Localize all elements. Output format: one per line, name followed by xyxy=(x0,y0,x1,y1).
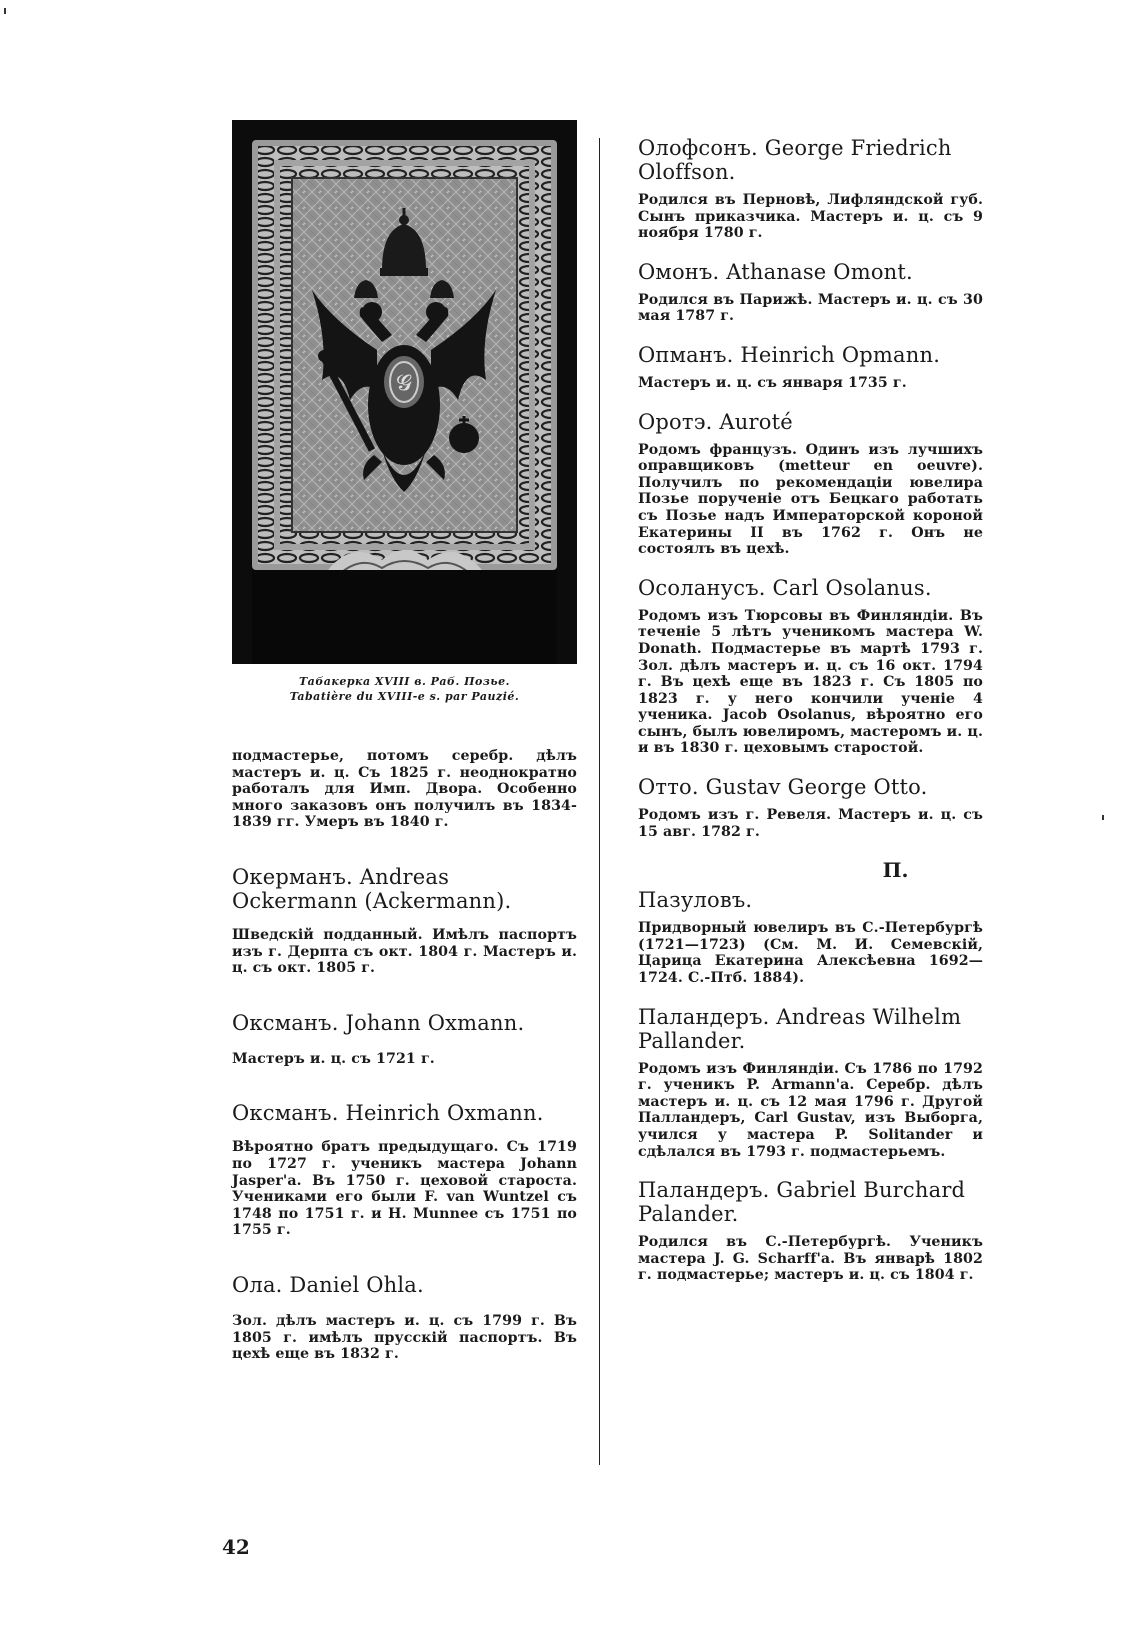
entry-text: Родомъ изъ Тюрсовы въ Финляндіи. Въ теченіе 5 лѣтъ ученикомъ мастера W. Donath. Подмастерье въ мартѣ 1793 г. Зол. дѣлъ мастеръ и. ц. съ 16 окт. 1794 г. Въ цехѣ еще въ 1823 г. Съ 1805 по 1823 г. у него кончили ученіе 4 ученика. Jacob Osolanus, вѣроятно его сынъ, былъ ювелиромъ, мастеромъ и. ц. и въ 1830 г. цеховымъ старостой. xyxy=(638,607,983,757)
entry xyxy=(638,1005,983,1161)
entry-heading: Отто. Gustav George Otto. xyxy=(638,775,928,800)
entry xyxy=(638,1178,983,1284)
entry xyxy=(638,775,983,840)
figure-caption xyxy=(232,674,577,704)
entry-heading: Ола. Daniel Ohla. xyxy=(232,1272,424,1297)
right-column xyxy=(638,136,983,1302)
section-letter: П. xyxy=(882,858,909,883)
scan-speck xyxy=(4,8,6,14)
entry-text: Родомъ изъ г. Ревеля. Мастеръ и. ц. съ 15 авг. 1782 г. xyxy=(638,807,983,840)
entry-text: Родился въ Перновѣ, Лифляндской губ. Сынъ приказчика. Мастеръ и. ц. съ 9 ноября 1780 г. xyxy=(638,192,983,242)
entry xyxy=(638,576,983,757)
entry xyxy=(638,260,983,325)
svg-text:𝓖: 𝓖 xyxy=(396,371,412,396)
entry-text: Мастеръ и. ц. съ 1721 г. xyxy=(232,1050,435,1067)
entry xyxy=(232,865,577,977)
entry-text: Родился въ Парижѣ. Мастеръ и. ц. съ 30 мая 1787 г. xyxy=(638,291,983,325)
entry xyxy=(232,1273,577,1363)
entry-heading: Оксманъ. Heinrich Oxmann. xyxy=(232,1101,544,1126)
caption-french: Tabatière du XVIII-e s. par Pauzié. xyxy=(289,690,520,703)
entry-text: Мастеръ и. ц. съ января 1735 г. xyxy=(638,374,907,391)
entry-heading: Паландеръ. Gabriel Burchard Palander. xyxy=(638,1178,966,1227)
entry xyxy=(638,136,983,242)
entry-text: Родомъ французъ. Одинъ изъ лучшихъ оправщиковъ (metteur en oeuvre). Получилъ по рекомендаціи ювелира Позье порученіе отъ Бецкаго работать съ Позье надъ Императорской короной Екатерины II въ 1762 г. Онъ не состоялъ въ цехѣ. xyxy=(638,441,983,558)
entry xyxy=(638,410,983,558)
entry-heading: Олофсонъ. George Friedrich Oloffson. xyxy=(638,136,952,184)
entry-heading: Омонъ. Athanase Omont. xyxy=(638,259,913,284)
entry-text: Родомъ изъ Финляндіи. Съ 1786 по 1792 г. ученикъ P. Armann'а. Серебр. дѣлъ мастеръ и. ц. съ 12 мая 1796 г. Другой Паллaндеръ, Carl Gustav, изъ Выборга, учился у мастера P. Solitander и сдѣлался въ 1793 г. подмастерьемъ. xyxy=(638,1060,983,1160)
entry-text: Вѣроятно братъ предыдущаго. Съ 1719 по 1727 г. ученикъ мастера Johann Jasper'а. Въ 1750 г. цеховой староста. Учениками его были F. van Wuntzel съ 1748 по 1751 г. и H. Munnee съ 1751 по 1755 г. xyxy=(232,1139,577,1239)
entry-heading: Пазуловъ. xyxy=(638,888,753,913)
entry-heading: Опманъ. Heinrich Opmann. xyxy=(638,342,941,367)
entry-heading: Паландеръ. Andreas Wilhelm Pallander. xyxy=(638,1004,962,1053)
entry-heading: Окерманъ. Andreas Ockermann (Ackermann). xyxy=(232,864,512,913)
page-number: 42 xyxy=(222,1535,250,1559)
snuffbox-photo xyxy=(232,120,577,664)
entry-text: Зол. дѣлъ мастеръ и. ц. съ 1799 г. Въ 1805 г. имѣлъ прусскій паспортъ. Въ цехѣ еще въ 1832 г. xyxy=(232,1312,577,1363)
entry-text: Родился въ С.-Петербургѣ. Ученикъ мастера J. G. Scharff'а. Въ январѣ 1802 г. подмастерье; мастеръ и. ц. съ 1804 г. xyxy=(638,1234,983,1284)
entry xyxy=(638,343,983,392)
scan-speck xyxy=(1102,815,1104,820)
entry xyxy=(232,1011,577,1068)
entry-text: Придворный ювелиръ въ С.-Петербургѣ (1721—1723) (См. М. И. Семевскій, Царица Екатерина Алексѣевна 1692—1724. С.-Птб. 1884). xyxy=(638,920,983,987)
entry xyxy=(638,888,983,986)
entry-heading: Оротэ. Auroté xyxy=(638,409,793,434)
snuffbox-image xyxy=(232,120,577,664)
caption-russian: Табакерка XVIII в. Раб. Позье. xyxy=(299,675,510,688)
continued-text: подмастерье, потомъ серебр. дѣлъ мастеръ и. ц. Съ 1825 г. неоднократно работалъ для Имп. Двора. Особенно много заказовъ онъ получилъ въ 1834-1839 гг. Умеръ въ 1840 г. xyxy=(232,748,577,831)
entry-heading: Осоланусъ. Carl Osolanus. xyxy=(638,575,932,600)
column-divider xyxy=(599,138,600,1465)
entry xyxy=(232,1101,577,1239)
entry-text: Шведскій подданный. Имѣлъ паспортъ изъ г. Дерпта съ окт. 1804 г. Мастеръ и. ц. съ окт. 1805 г. xyxy=(232,926,577,977)
left-column xyxy=(232,120,577,1363)
entry-heading: Оксманъ. Johann Oxmann. xyxy=(232,1010,525,1035)
